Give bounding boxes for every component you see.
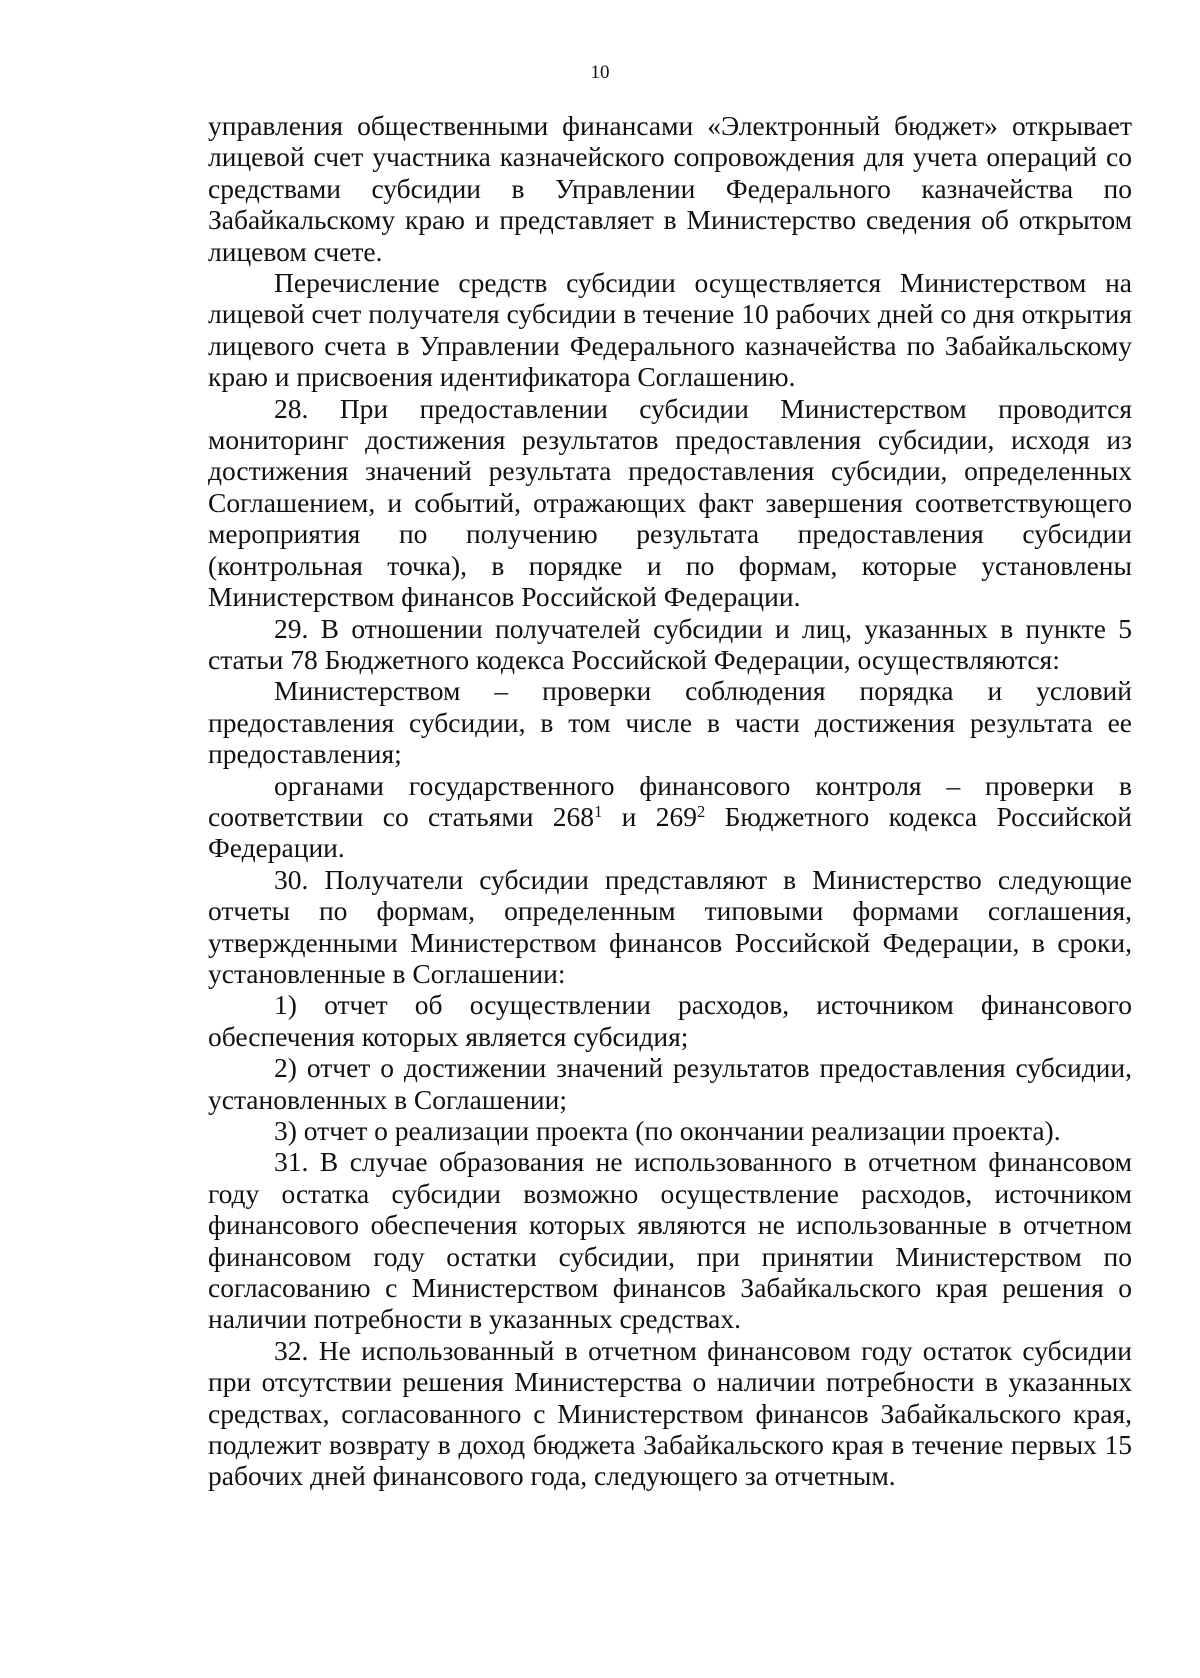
superscript-2: 2	[697, 801, 706, 821]
document-body	[208, 110, 1132, 1492]
paragraph-32-return: 32. Не использованный в отчетном финансовом году остаток субсидии при отсутствии решения Министерства о наличии потребности в указанных средствах, согласованного с Министерством финансов Забайкальского края, подлежит возврату в доход бюджета Забайкальского края в течение первых 15 рабочих дней финансового года, следующего за отчетным.	[208, 1334, 1132, 1492]
paragraph-31-unused-balance: 31. В случае образования не использованного в отчетном финансовом году остатка субсидии возможно осуществление расходов, источником финансового обеспечения которых являются не использованные в отчетном финансовом году остатки субсидии, при принятии Министерством по согласованию с Министерством финансов Забайкальского края решения о наличии потребности в указанных средствах.	[208, 1146, 1132, 1335]
paragraph-continuation: управления общественными финансами «Электронный бюджет» открывает лицевой счет участника казначейского сопровождения для учета операций со средствами субсидии в Управлении Федерального казначейства по Забайкальскому краю и представляет в Министерство сведения об открытом лицевом счете.	[208, 110, 1132, 267]
paragraph-ministry-checks: Министерством – проверки соблюдения порядка и условий предоставления субсидии, в том числе в части достижения результата ее предоставления;	[208, 675, 1132, 770]
financial-control-text-end: Бюджетного кодекса Российской Федерации.	[208, 800, 1132, 864]
financial-control-text-start: органами государственного финансового контроля – проверки в соответствии со статьями 268	[208, 769, 1132, 832]
paragraph-transfer: Перечисление средств субсидии осуществляется Министерством на лицевой счет получателя субсидии в течение 10 рабочих дней со дня открытия лицевого счета в Управлении Федерального казначейства по Забайкальскому краю и присвоения идентификатора Соглашению.	[208, 267, 1132, 393]
financial-control-text-middle: и 269	[602, 800, 697, 832]
list-item-report-1: 1) отчет об осуществлении расходов, источником финансового обеспечения которых является субсидия;	[208, 989, 1132, 1052]
paragraph-28-monitoring: 28. При предоставлении субсидии Министерством проводится мониторинг достижения результатов предоставления субсидии, исходя из достижения значений результата предоставления субсидии, определенных Соглашением, и событий, отражающих факт завершения соответствующего мероприятия по получению результата предоставления субсидии (контрольная точка), в порядке и по формам, которые установлены Министерством финансов Российской Федерации.	[208, 392, 1132, 613]
list-item-report-2: 2) отчет о достижении значений результатов предоставления субсидии, установленных в Соглашении;	[208, 1052, 1132, 1115]
page-number: 10	[590, 62, 610, 83]
list-item-report-3: 3) отчет о реализации проекта (по окончании реализации проекта).	[274, 1115, 1061, 1146]
paragraph-30-reports: 30. Получатели субсидии представляют в Министерство следующие отчеты по формам, определенным типовыми формами соглашения, утвержденными Министерством финансов Российской Федерации, в сроки, установленные в Соглашении:	[208, 863, 1132, 989]
superscript-1: 1	[594, 801, 603, 821]
paragraph-29-inspections: 29. В отношении получателей субсидии и лиц, указанных в пункте 5 статьи 78 Бюджетного кодекса Российской Федерации, осуществляются:	[208, 612, 1132, 675]
paragraph-financial-control	[208, 770, 1132, 864]
